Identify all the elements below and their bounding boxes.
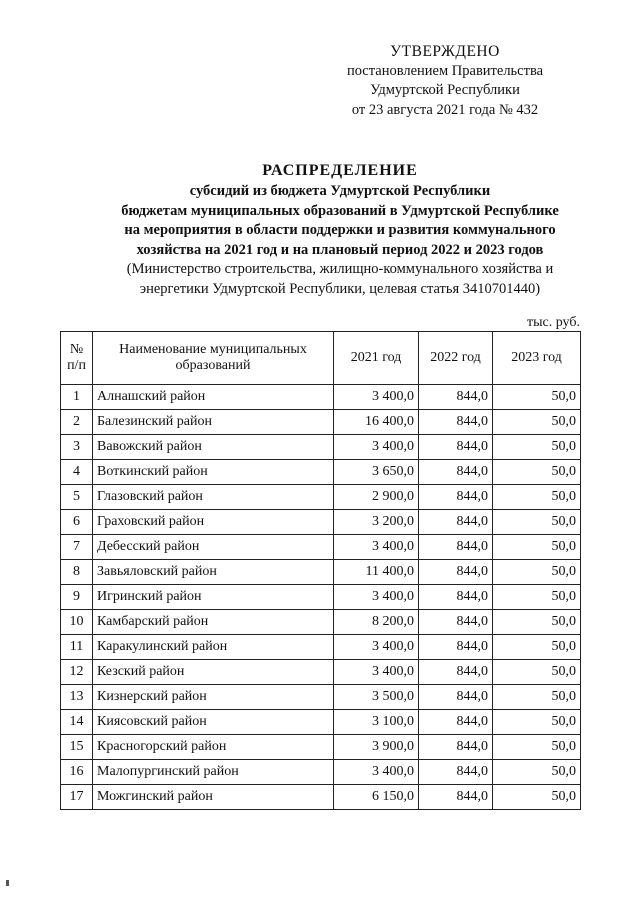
value-2023: 50,0 [493,535,581,560]
value-2023: 50,0 [493,485,581,510]
distribution-table [60,331,581,810]
value-2022: 844,0 [419,385,493,410]
value-2023: 50,0 [493,660,581,685]
value-2023: 50,0 [493,585,581,610]
value-2023: 50,0 [493,635,581,660]
table-row [61,435,581,460]
table-header-row [61,332,581,385]
row-number: 16 [61,760,93,785]
municipality-name: Каракулинский район [93,635,334,660]
table-row [61,485,581,510]
row-number: 10 [61,610,93,635]
municipality-name: Кизнерский район [93,685,334,710]
table-row [61,460,581,485]
row-number: 12 [61,660,93,685]
heading-line-6: энергетики Удмуртской Республики, целевая статья 3410701440) [139,280,541,297]
header-name-line-2: образований [175,358,251,373]
row-number: 14 [61,710,93,735]
row-number: 13 [61,685,93,710]
scan-artifact [6,880,9,886]
table-row [61,635,581,660]
value-2021: 3 650,0 [334,460,419,485]
header-number [61,332,93,385]
approval-title: УТВЕРЖДЕНО [390,43,500,60]
municipality-name: Вавожский район [93,435,334,460]
municipality-name: Граховский район [93,510,334,535]
value-2023: 50,0 [493,410,581,435]
value-2023: 50,0 [493,735,581,760]
header-2022: 2022 год [419,332,493,385]
header-2023: 2023 год [493,332,581,385]
row-number: 1 [61,385,93,410]
heading-line-1: субсидий из бюджета Удмуртской Республики [189,183,491,199]
municipality-name: Балезинский район [93,410,334,435]
municipality-name: Камбарский район [93,610,334,635]
heading-line-3: на мероприятия в области поддержки и развития коммунального [124,222,556,238]
table-row [61,585,581,610]
table-row [61,785,581,810]
value-2022: 844,0 [419,485,493,510]
municipality-name: Малопургинский район [93,760,334,785]
value-2021: 3 400,0 [334,635,419,660]
header-name-line-1: Наименование муниципальных [119,342,307,357]
municipality-name: Глазовский район [93,485,334,510]
value-2023: 50,0 [493,710,581,735]
value-2023: 50,0 [493,760,581,785]
row-number: 4 [61,460,93,485]
value-2022: 844,0 [419,610,493,635]
value-2021: 3 400,0 [334,760,419,785]
value-2022: 844,0 [419,735,493,760]
header-name [93,332,334,385]
header-number-line-2: п/п [67,358,86,373]
value-2022: 844,0 [419,785,493,810]
value-2023: 50,0 [493,785,581,810]
value-2022: 844,0 [419,435,493,460]
table-row [61,510,581,535]
value-2021: 11 400,0 [334,560,419,585]
document-title: РАСПРЕДЕЛЕНИЕ [262,162,418,179]
value-2023: 50,0 [493,460,581,485]
value-2022: 844,0 [419,585,493,610]
table-row [61,610,581,635]
header-number-line-1: № [69,342,84,357]
value-2021: 6 150,0 [334,785,419,810]
value-2021: 3 100,0 [334,710,419,735]
document-heading [60,160,620,299]
municipality-name: Воткинский район [93,460,334,485]
table-row [61,385,581,410]
value-2021: 16 400,0 [334,410,419,435]
value-2023: 50,0 [493,610,581,635]
value-2021: 3 500,0 [334,685,419,710]
value-2021: 3 400,0 [334,385,419,410]
table-row [61,735,581,760]
table-row [61,685,581,710]
municipality-name: Завьяловский район [93,560,334,585]
heading-line-4: хозяйства на 2021 год и на плановый период 2022 и 2023 годов [136,241,544,258]
value-2022: 844,0 [419,410,493,435]
value-2022: 844,0 [419,710,493,735]
row-number: 7 [61,535,93,560]
header-2021: 2021 год [334,332,419,385]
value-2022: 844,0 [419,685,493,710]
approval-line-2: Удмуртской Республики [370,82,520,98]
value-2023: 50,0 [493,385,581,410]
units-label: тыс. руб. [527,315,580,330]
row-number: 15 [61,735,93,760]
value-2022: 844,0 [419,635,493,660]
value-2023: 50,0 [493,560,581,585]
value-2022: 844,0 [419,460,493,485]
value-2021: 3 400,0 [334,585,419,610]
table-row [61,760,581,785]
row-number: 6 [61,510,93,535]
municipality-name: Дебесский район [93,535,334,560]
value-2023: 50,0 [493,435,581,460]
municipality-name: Кезский район [93,660,334,685]
row-number: 11 [61,635,93,660]
row-number: 9 [61,585,93,610]
value-2022: 844,0 [419,660,493,685]
value-2021: 2 900,0 [334,485,419,510]
row-number: 8 [61,560,93,585]
row-number: 17 [61,785,93,810]
approval-stamp [320,42,570,120]
value-2023: 50,0 [493,510,581,535]
municipality-name: Красногорский район [93,735,334,760]
value-2021: 8 200,0 [334,610,419,635]
value-2021: 3 400,0 [334,435,419,460]
value-2022: 844,0 [419,535,493,560]
value-2021: 3 900,0 [334,735,419,760]
table-row [61,410,581,435]
municipality-name: Киясовский район [93,710,334,735]
value-2022: 844,0 [419,560,493,585]
approval-line-3: от 23 августа 2021 года № 432 [351,101,539,118]
table-row [61,660,581,685]
table-row [61,560,581,585]
municipality-name: Алнашский район [93,385,334,410]
municipality-name: Игринский район [93,585,334,610]
table-row [61,710,581,735]
table-row [61,535,581,560]
value-2021: 3 400,0 [334,535,419,560]
heading-line-2: бюджетам муниципальных образований в Удмуртской Республике [121,202,559,219]
municipality-name: Можгинский район [93,785,334,810]
value-2022: 844,0 [419,760,493,785]
row-number: 5 [61,485,93,510]
row-number: 3 [61,435,93,460]
approval-line-1: постановлением Правительства [346,62,544,79]
value-2023: 50,0 [493,685,581,710]
value-2022: 844,0 [419,510,493,535]
value-2021: 3 200,0 [334,510,419,535]
value-2021: 3 400,0 [334,660,419,685]
heading-line-5: (Министерство строительства, жилищно-коммунального хозяйства и [126,261,554,277]
table-body [61,385,581,810]
row-number: 2 [61,410,93,435]
